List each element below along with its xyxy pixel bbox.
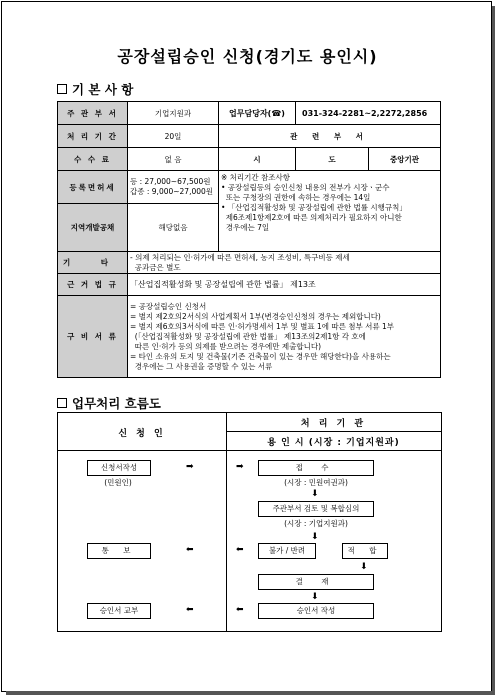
- flow-box-write-approval: 승인서 작성: [258, 603, 374, 619]
- flow-box-approval: 결 재: [258, 574, 374, 590]
- note-line: ※ 처리기간 참조사항: [221, 173, 291, 182]
- license-tax-line: 등 : 27,000~67,500원: [130, 177, 211, 186]
- etc-label: 기 타: [58, 252, 128, 274]
- flow-box-issue: 승인서 교부: [87, 603, 151, 619]
- note-line: 경우에는 7일: [221, 223, 270, 232]
- regional-bond-label: 지역개발공채: [58, 204, 128, 252]
- doc-line: 경우에는 그 사용권을 증명할 수 있는 서류: [130, 361, 273, 371]
- arrow-right-icon: ➡: [236, 462, 244, 472]
- doc-line: = 별지 제6호의3서식에 따른 인·허가명세서 1부 및 별표 1에 따른 첨부 서류 1부: [130, 321, 394, 331]
- flow-header-line: [226, 431, 441, 432]
- arrow-down-icon: ⬇: [311, 532, 319, 542]
- processor-header: 처 리 기 관: [300, 419, 367, 429]
- flow-header-bottom-line: [58, 450, 441, 451]
- etc-line: - 의제 처리되는 인·허가에 따른 면허세, 농지 조성비, 특구비등 제세: [130, 252, 350, 262]
- frame-shadow-bottom: [6, 691, 495, 695]
- period-label: 처 리 기 간: [58, 125, 128, 148]
- law-label: 근 거 법 규: [58, 274, 128, 296]
- period-value: 20일: [128, 125, 219, 148]
- arrow-down-icon: ⬇: [311, 489, 319, 499]
- section-bullet-icon: [57, 84, 67, 94]
- related-central: 중앙기관: [369, 148, 441, 171]
- contact-label: 업무담당자(☎): [219, 102, 296, 125]
- license-tax-label: 등록면허세: [58, 171, 128, 204]
- etc-line: 공과금은 별도: [130, 262, 181, 272]
- related-do: 도: [296, 148, 369, 171]
- note-line: 또는 구청장의 권한에 속하는 경우에는 14일: [221, 193, 371, 202]
- doc-line: = 별지 제2호의2서식의 사업계획서 1부(변경승인신청의 경우는 제외합니다): [130, 311, 381, 321]
- applicant-header: 신 청 인: [118, 429, 166, 439]
- doc-line: = 타인 소유의 토지 및 건축물(기존 건축물이 있는 경우만 해당한다)을 사용하는: [130, 351, 391, 361]
- dept-value: 기업지원과: [128, 102, 219, 125]
- etc-values: [128, 252, 441, 274]
- arrow-right-icon: ➡: [186, 462, 194, 472]
- doc-line: 따른 인·허가 등의 의제를 받으려는 경우에만 제출합니다): [130, 341, 322, 351]
- doc-line: = 공장설립승인 신청서: [130, 301, 207, 311]
- docs-values: [128, 296, 441, 378]
- flow-note-receipt: (시장 : 민원여권과): [284, 478, 348, 487]
- flow-note-applicant: (민원인): [104, 478, 132, 487]
- fee-label: 수 수 료: [58, 148, 128, 171]
- basic-info-table: [57, 101, 441, 378]
- contact-value: 031-324-2281~2,2272,2856: [296, 102, 441, 125]
- dept-label: 주 관 부 서: [58, 102, 128, 125]
- section-bullet-icon: [57, 398, 67, 408]
- section-basic-label: 기 본 사 항: [72, 82, 134, 97]
- flow-note-review: (시장 : 기업지원과): [284, 519, 348, 528]
- law-value: 「산업집적활성화 및 공장설립에 관한 법률」 제13조: [128, 274, 441, 296]
- note-line: • 「산업집적활성화 및 공장설립에 관한 법률 시행규칙」: [221, 203, 407, 212]
- document-title: 공장설립승인 신청(경기도 용인시): [117, 47, 378, 66]
- processor-subheader: 용 인 시 (시장 : 기업지원과): [267, 438, 400, 448]
- regional-bond-value: 해당없음: [128, 204, 219, 252]
- arrow-down-icon: ⬇: [311, 592, 319, 602]
- flow-box-suitable: 적 합: [342, 543, 388, 559]
- flow-box-receipt: 접 수: [258, 460, 374, 476]
- flowchart: [57, 412, 442, 632]
- flow-box-notify: 통 보: [87, 543, 151, 559]
- related-si: 시: [219, 148, 296, 171]
- note-line: 제6조제1항제2호에 따른 의제처리가 필요하지 아니한: [221, 213, 402, 222]
- docs-label: 구 비 서 류: [58, 296, 128, 378]
- fee-value: 없 음: [128, 148, 219, 171]
- section-flow-label: 업무처리 흐름도: [72, 396, 161, 411]
- flow-box-reject: 불가 / 반려: [258, 543, 316, 559]
- license-tax-values: [128, 171, 219, 204]
- period-notes: [219, 171, 441, 252]
- license-tax-line: 갑종 : 9,000~27,000원: [130, 187, 214, 196]
- section-flow: [57, 394, 161, 412]
- flow-box-review: 주관부서 검토 및 복합심의: [258, 501, 374, 517]
- arrow-left-icon: ⬅: [186, 545, 194, 555]
- arrow-left-icon: ⬅: [236, 545, 244, 555]
- doc-line: (「산업집적활성화 및 공장설립에 관한 법률」 제13조의2제1항 각 호에: [130, 331, 366, 341]
- related-dept-label: 관 련 부 서: [219, 125, 441, 148]
- arrow-left-icon: ⬅: [186, 605, 194, 615]
- arrow-down-icon: ⬇: [360, 562, 368, 572]
- note-line: • 공장설립등의 승인신청 내용의 전부가 시장ㆍ군수: [221, 183, 390, 192]
- arrow-left-icon: ⬅: [236, 605, 244, 615]
- section-basic: [57, 80, 133, 98]
- flow-box-application: 신청서작성: [87, 460, 151, 476]
